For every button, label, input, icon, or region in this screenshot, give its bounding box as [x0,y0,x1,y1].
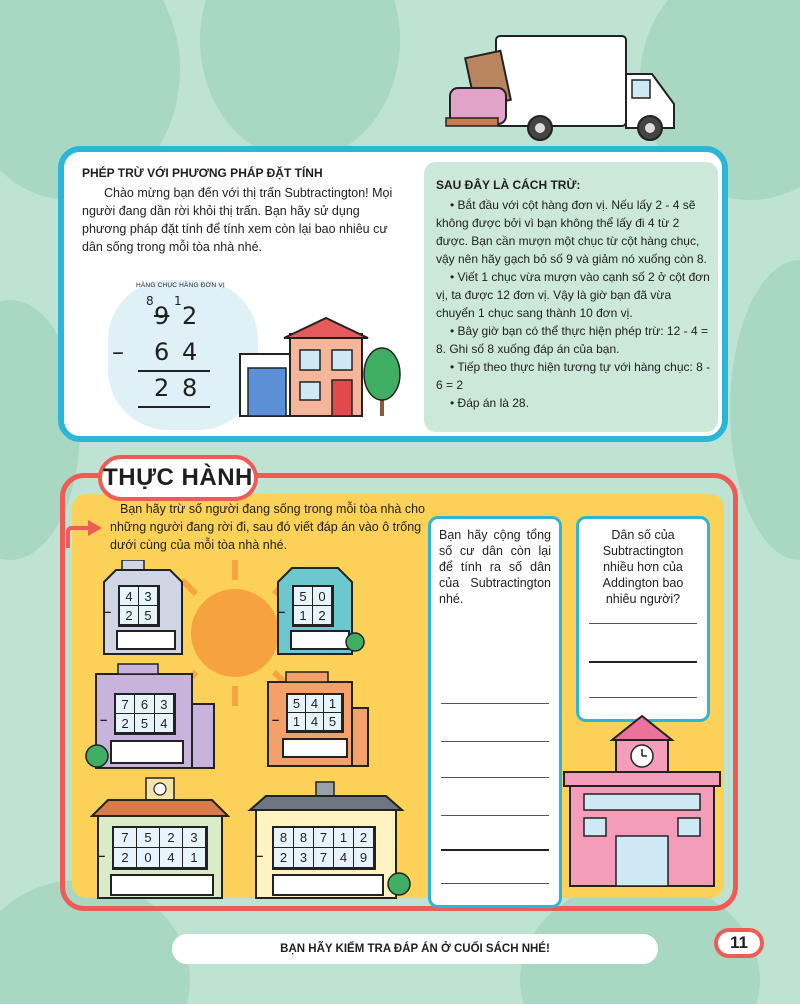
res-tens: 2 [154,374,170,402]
answer-box[interactable] [116,630,176,650]
digit: 3 [139,587,158,606]
digit: 1 [324,695,342,713]
digit: 7 [314,848,334,868]
house-illustration [234,310,414,420]
minus-sign: – [100,712,108,727]
result-line-top [138,370,210,372]
step-item: • Đáp án là 28. [450,396,529,410]
difference-card [576,516,710,722]
difference-card-text: Dân số của Subtractington nhiều hơn của Addington bao nhiêu người? [602,528,684,606]
background-silhouette [200,0,400,160]
answer-line[interactable] [441,883,549,884]
digit: 8 [294,828,314,848]
answer-line[interactable] [441,703,549,704]
minus-sign: – [112,338,124,366]
digit: 2 [116,714,135,733]
digit: 2 [313,606,332,625]
practice-tab: THỰC HÀNH [98,455,258,501]
result-line-bottom [138,406,210,408]
borrow-tens: 8 [146,294,154,308]
step-item: • Viết 1 chục vừa mượn vào cạnh số 2 ở cột đơn vị, ta được 12 đơn vị. Vậy là giờ bạn đã vừa chuyển 1 chục sang thành 10 đơn vị. [436,270,710,320]
digit: 2 [274,848,294,868]
answer-box[interactable] [110,740,184,764]
digit: 7 [114,828,137,848]
digit: 5 [135,714,154,733]
steps-title: SAU ĐÂY LÀ CÁCH TRỪ: [436,178,581,192]
digit: 3 [183,828,206,848]
sum-card-text: Bạn hãy cộng tổng số cư dân còn lại để tính ra số dân của Subtractington nhé. [439,528,551,606]
digit: 5 [137,828,160,848]
answer-box[interactable] [110,874,214,896]
answer-box[interactable] [272,874,384,896]
digit: 4 [155,714,174,733]
step-item: • Bây giờ bạn có thể thực hiện phép trừ: 12 - 4 = 8. Ghi số 8 xuống đáp án của bạn. [436,324,708,356]
top-ones: 2 [182,302,198,330]
digit: 2 [160,828,183,848]
answer-line[interactable] [589,697,697,698]
intro-card [58,146,728,442]
answer-box[interactable] [282,738,348,758]
digit: 0 [137,848,160,868]
minus-sign: – [256,848,264,863]
building-grid [292,585,334,627]
digit: 3 [294,848,314,868]
building-grid [112,826,208,870]
answer-line[interactable] [441,777,549,778]
bush-illustration [344,630,366,654]
digit: 2 [114,848,137,868]
answer-line[interactable] [589,661,697,663]
digit: 8 [274,828,294,848]
footer-note: BẠN HÃY KIỂM TRA ĐÁP ÁN Ở CUỐI SÁCH NHÉ! [172,934,658,964]
digit: 0 [313,587,332,606]
building-grid [286,693,344,733]
digit: 5 [294,587,313,606]
minus-sign: – [278,604,286,619]
digit: 7 [314,828,334,848]
borrow-ones: 1 [174,294,182,308]
digit: 7 [116,695,135,714]
minus-sign: – [104,604,112,619]
moving-truck-illustration [430,24,690,146]
practice-instruction: Bạn hãy trừ số người đang sống trong mỗi tòa nhà cho những người đang rời đi, sau đó viết đáp án vào ô trống dưới cùng của mỗi tòa nhà nhé. [110,502,425,552]
digit: 6 [135,695,154,714]
answer-line[interactable] [441,741,549,742]
sum-card [428,516,562,908]
res-ones: 8 [182,374,198,402]
digit: 2 [354,828,374,848]
digit: 5 [139,606,158,625]
digit: 4 [306,713,324,731]
answer-line[interactable] [589,623,697,624]
digit: 4 [160,848,183,868]
town-hall-illustration [562,710,722,888]
top-tens: 9 [154,302,170,330]
intro-title: PHÉP TRỪ VỚI PHƯƠNG PHÁP ĐẶT TÍNH [82,166,323,180]
digit: 2 [120,606,139,625]
bush-illustration [386,870,412,898]
digit: 1 [334,828,354,848]
steps-box [424,162,718,432]
building-grid [114,693,176,735]
digit: 5 [288,695,306,713]
intro-text: Chào mừng bạn đến với thị trấn Subtractington! Mọi người đang dần rời khỏi thị trấn. Bạn hãy sử dụng phương pháp đặt tính để tính xem còn lại bao nhiêu cư dân sống trong mỗi tòa nhà nhé. [82,186,393,254]
answer-box[interactable] [290,630,350,650]
page-number: 11 [714,928,764,958]
digit: 4 [120,587,139,606]
background-silhouette [730,260,800,560]
arrow-icon [66,520,106,550]
step-item: • Tiếp theo thực hiện tương tự với hàng chục: 8 - 6 = 2 [436,360,711,392]
minus-sign: – [272,712,280,727]
building-grid [118,585,160,627]
digit: 4 [306,695,324,713]
digit: 1 [288,713,306,731]
digit: 5 [324,713,342,731]
steps-list [436,196,712,412]
answer-line[interactable] [441,849,549,851]
building-grid [272,826,376,870]
bush-illustration [84,742,110,770]
digit: 3 [155,695,174,714]
answer-line[interactable] [441,815,549,816]
sub-tens: 6 [154,338,170,366]
digit: 4 [334,848,354,868]
digit: 1 [294,606,313,625]
digit: 9 [354,848,374,868]
step-item: • Bắt đầu với cột hàng đơn vị. Nếu lấy 2 - 4 sẽ không được bởi vì bạn không thể lấy đi 4 từ 2 được. Bạn cần mượn một chục từ cột hàng chục, vậy nên hãy gạch bỏ số 9 và giảm nó xuống còn 8. [436,198,707,266]
column-labels: HÀNG CHỤC HÀNG ĐƠN VỊ [136,282,225,289]
minus-sign: – [98,848,106,863]
digit: 1 [183,848,206,868]
sub-ones: 4 [182,338,198,366]
